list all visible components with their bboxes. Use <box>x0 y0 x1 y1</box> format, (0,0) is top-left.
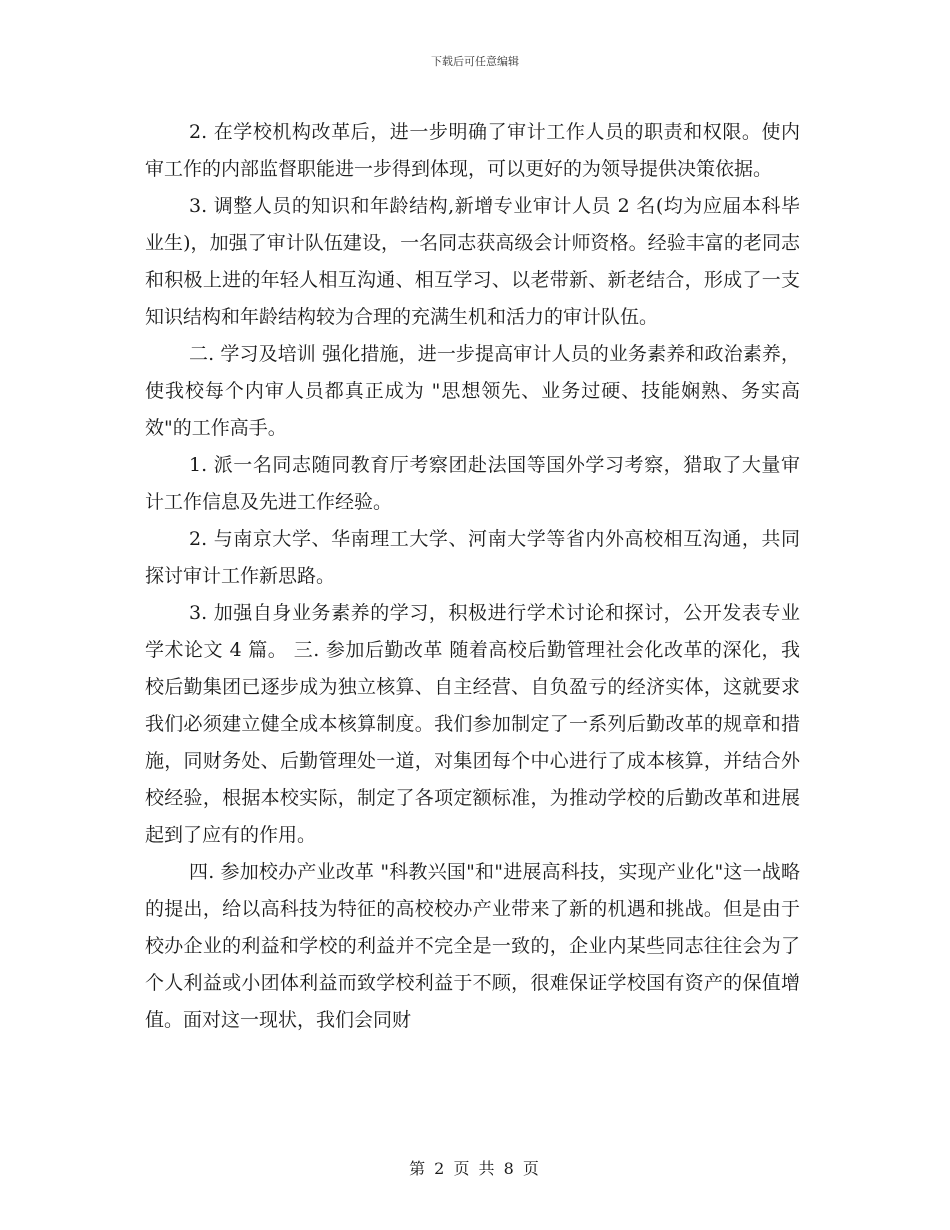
page-footer: 第 2 页 共 8 页 <box>409 1159 541 1178</box>
paragraph: 2. 与南京大学、华南理工大学、河南大学等省内外高校相互沟通，共同探讨审计工作新思路。 <box>145 528 800 587</box>
paragraph: 3. 加强自身业务素养的学习，积极进行学术讨论和探讨，公开发表专业学术论文 4 篇。 三. 参加后勤改革 随着高校后勤管理社会化改革的深化，我校后勤集团已逐步成为独立核算、自主经营、自负盈亏的经济实体，这就要求我们必须建立健全成本核算制度。我们参加制定了一系列后勤改革的规章和措施，同财务处、后勤管理处一道，对集团每个中心进行了成本核算，并结合外校经验，根据本校实际，制定了各项定额标准，为推动学校的后勤改革和进展起到了应有的作用。 <box>145 602 800 846</box>
paragraph: 2. 在学校机构改革后，进一步明确了审计工作人员的职责和权限。使内审工作的内部监督职能进一步得到体现，可以更好的为领导提供决策依据。 <box>145 121 800 180</box>
document-body <box>145 114 800 1039</box>
paragraph: 1. 派一名同志随同教育厅考察团赴法国等国外学习考察，猎取了大量审计工作信息及先进工作经验。 <box>145 454 800 513</box>
paragraph: 四. 参加校办产业改革 "科教兴国"和"进展高科技，实现产业化"这一战略的提出，给以高科技为特征的高校校办产业带来了新的机遇和挑战。但是由于校办企业的利益和学校的利益并不完全是一致的，企业内某些同志往往会为了个人利益或小团体利益而致学校利益于不顾，很难保证学校国有资产的保值增值。面对这一现状，我们会同财 <box>145 861 800 1031</box>
paragraph: 3. 调整人员的知识和年龄结构,新增专业审计人员 2 名(均为应届本科毕业生)，加强了审计队伍建设，一名同志获高级会计师资格。经验丰富的老同志和积极上进的年轻人相互沟通、相互学习、以老带新、新老结合，形成了一支知识结构和年龄结构较为合理的充满生机和活力的审计队伍。 <box>145 195 800 328</box>
paragraph: 二. 学习及培训 强化措施，进一步提高审计人员的业务素养和政治素养，使我校每个内审人员都真正成为 "思想领先、业务过硬、技能娴熟、务实高效"的工作高手。 <box>145 343 800 439</box>
page-header: 下载后可任意编辑 <box>431 55 519 68</box>
